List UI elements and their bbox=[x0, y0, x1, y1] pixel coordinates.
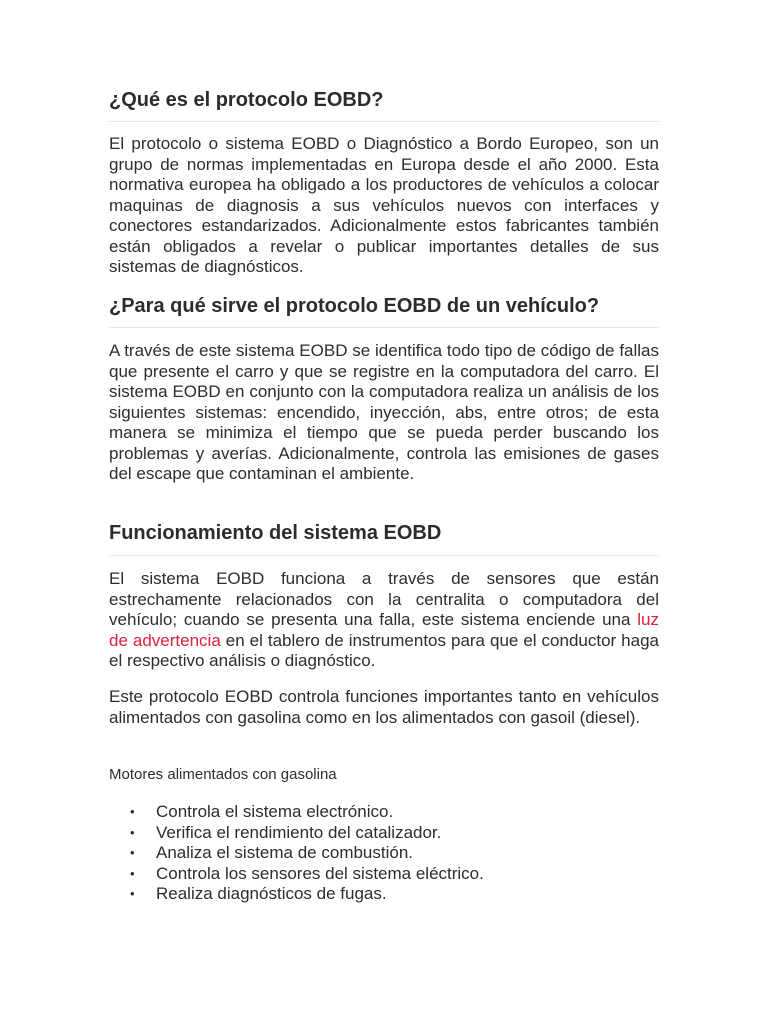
warning-light-link[interactable]: luz de advertencia bbox=[109, 610, 659, 650]
bullet-icon: • bbox=[130, 845, 135, 860]
list-item-label: Analiza el sistema de combustión. bbox=[156, 843, 414, 862]
heading-divider bbox=[109, 327, 659, 328]
paragraph-eobd-intro: El protocolo o sistema EOBD o Diagnóstico a Bordo Europeo, son un grupo de normas implementadas en Europa desde el año 2000. Esta normativa europea ha obligado a los productores de vehículos a colocar maquinas de diagnosis a sus vehículos nuevos con interfaces y conectores estandarizados. Adicionalmente estos fabricantes también están obligados a revelar o publicar importantes detalles de sus sistemas de diagnósticos. bbox=[109, 134, 659, 276]
paragraph-fuel-types: Este protocolo EOBD controla funciones importantes tanto en vehículos alimentados con gasolina como en los alimentados con gasoil (diesel). bbox=[109, 687, 659, 727]
paragraph-purpose: A través de este sistema EOBD se identifica todo tipo de código de fallas que presente el carro y que se registre en la computadora del carro. El sistema EOBD en conjunto con la computadora realiza un análisis de los siguientes sistemas: encendido, inyección, abs, entre otros; de esta manera se minimiza el tiempo que se pueda perder buscando los problemas y averías. Adicionalmente, controla las emisiones de gases del escape que contaminan el ambiente. bbox=[109, 341, 659, 483]
bullet-icon: • bbox=[130, 824, 135, 840]
heading-divider bbox=[109, 555, 659, 556]
list-item-label: Controla los sensores del sistema eléctrico. bbox=[156, 863, 484, 883]
paragraph-text-after-link: en el tablero de instrumentos para que el conductor haga el respectivo análisis o diagnóstico. bbox=[109, 630, 659, 670]
subheading-gasoline-engines: Motores alimentados con gasolina bbox=[109, 766, 337, 783]
list-item bbox=[109, 802, 659, 823]
heading-divider bbox=[109, 121, 659, 122]
paragraph-text-before-link: El sistema EOBD funciona a través de sensores que están estrechamente relacionados con la centralita o computadora del vehículo; cuando se presenta una falla, este sistema enciende una bbox=[109, 569, 659, 629]
section-heading-purpose: ¿Para qué sirve el protocolo EOBD de un vehículo? bbox=[109, 295, 600, 317]
list-item-label: Verifica el rendimiento del catalizador. bbox=[156, 822, 442, 842]
section-heading-eobd: ¿Qué es el protocolo EOBD? bbox=[109, 89, 384, 111]
list-item bbox=[109, 843, 659, 864]
list-item bbox=[109, 823, 659, 844]
section-heading-operation: Funcionamiento del sistema EOBD bbox=[109, 522, 442, 544]
list-item-label: Controla el sistema electrónico. bbox=[156, 802, 394, 821]
bullet-icon: • bbox=[130, 804, 135, 819]
paragraph-operation bbox=[109, 569, 659, 672]
gasoline-function-list bbox=[109, 802, 659, 905]
list-item-label: Realiza diagnósticos de fugas. bbox=[156, 884, 387, 903]
bullet-icon: • bbox=[130, 886, 135, 901]
list-item bbox=[109, 884, 659, 905]
list-item bbox=[109, 864, 659, 885]
bullet-icon: • bbox=[130, 865, 135, 881]
